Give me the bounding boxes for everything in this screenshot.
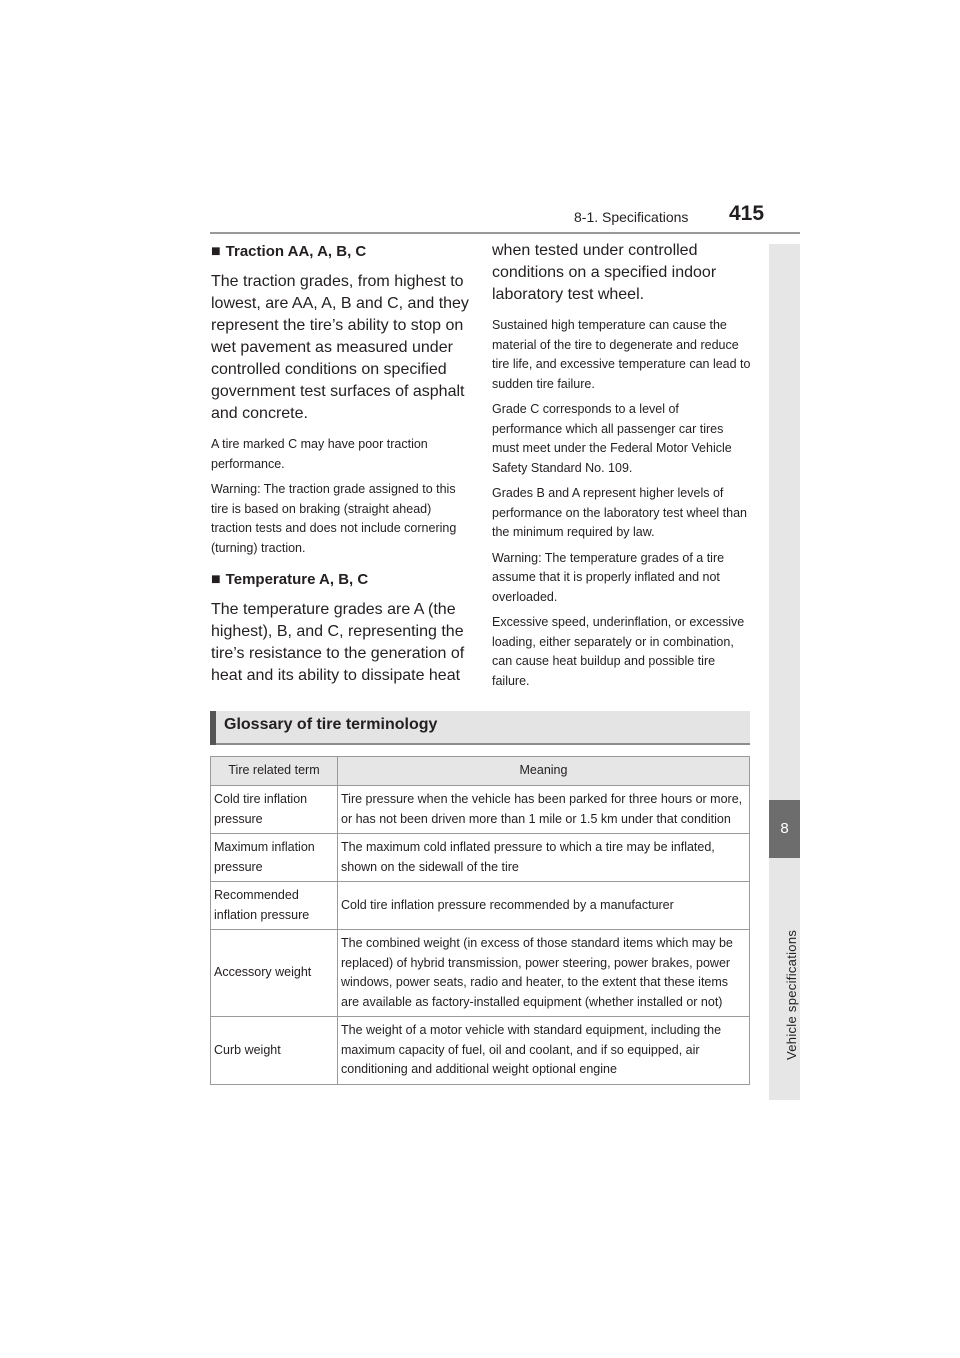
- column-header-term: Tire related term: [211, 757, 338, 786]
- meaning-cell: Tire pressure when the vehicle has been parked for three hours or more, or has not been driven more than 1 mile or 1.5 km under that condition: [338, 786, 750, 834]
- section-title: 8-1. Specifications: [574, 209, 689, 225]
- traction-warning: Warning: The traction grade assigned to this tire is based on braking (straight ahead) traction tests and does not include cornering (turning) traction.: [211, 482, 457, 555]
- term-cell: Accessory weight: [211, 930, 338, 1017]
- chapter-number-badge: 8: [769, 800, 800, 858]
- traction-heading: ■ Traction AA, A, B, C: [211, 243, 367, 260]
- temperature-paragraph-1: Sustained high temperature can cause the material of the tire to degenerate and reduce tire life, and excessive temperature can lead to sudden tire failure.: [492, 318, 751, 391]
- table-header-row: [211, 757, 750, 786]
- chapter-label: Vehicle specifications: [784, 929, 799, 1060]
- meaning-cell: The combined weight (in excess of those standard items which may be replaced) of hybrid transmission, power steering, power brakes, power windows, power seats, radio and heater, to the extent that these items are available as factory-installed equipment (whether installed or not): [338, 930, 750, 1017]
- glossary-table: [210, 756, 750, 1085]
- temperature-paragraph-3: Grades B and A represent higher levels of performance on the laboratory test wheel than the minimum required by law.: [492, 486, 748, 539]
- table-row: [211, 834, 750, 882]
- temperature-body: The temperature grades are A (the highest), B, and C, representing the tire’s resistance to the generation of heat and its ability to dissipate heat: [211, 601, 465, 684]
- header-rule: [210, 232, 800, 234]
- glossary-title: Glossary of tire terminology: [224, 716, 438, 733]
- table-row: [211, 1017, 750, 1085]
- glossary-heading-bar: [210, 711, 750, 745]
- temperature-paragraph-5: Excessive speed, underinflation, or excessive loading, either separately or in combination, can cause heat buildup and possible tire failure.: [492, 615, 745, 688]
- traction-note: A tire marked C may have poor traction performance.: [211, 437, 428, 471]
- meaning-cell: The weight of a motor vehicle with standard equipment, including the maximum capacity of fuel, oil and coolant, and if so equipped, air conditioning and additional weight optional engine: [338, 1017, 750, 1085]
- square-bullet-icon: ■: [211, 243, 221, 260]
- term-cell: Cold tire inflation pressure: [211, 786, 338, 834]
- table-row: [211, 882, 750, 930]
- temperature-paragraph-2: Grade C corresponds to a level of performance which all passenger car tires must meet under the Federal Motor Vehicle Safety Standard No. 109.: [492, 402, 732, 475]
- temperature-heading: ■ Temperature A, B, C: [211, 571, 369, 588]
- term-cell: Recommended inflation pressure: [211, 882, 338, 930]
- page-number: 415: [729, 202, 765, 225]
- term-cell: Curb weight: [211, 1017, 338, 1085]
- table-row: [211, 930, 750, 1017]
- traction-body: The traction grades, from highest to lowest, are AA, A, B and C, and they represent the tire’s ability to stop on wet pavement as measured under controlled conditions on specified government test surfaces of asphalt and concrete.: [211, 273, 469, 422]
- right-column: [492, 240, 752, 697]
- table-row: [211, 786, 750, 834]
- square-bullet-icon: ■: [211, 571, 221, 588]
- meaning-cell: Cold tire inflation pressure recommended by a manufacturer: [338, 882, 750, 930]
- meaning-cell: The maximum cold inflated pressure to which a tire may be inflated, shown on the sidewall of the tire: [338, 834, 750, 882]
- temperature-paragraph-4: Warning: The temperature grades of a tire assume that it is properly inflated and not overloaded.: [492, 550, 725, 604]
- term-cell: Maximum inflation pressure: [211, 834, 338, 882]
- temperature-continuation: when tested under controlled conditions on a specified indoor laboratory test wheel.: [492, 242, 717, 303]
- left-column: [211, 240, 473, 693]
- heading-accent: [210, 711, 216, 745]
- column-header-meaning: Meaning: [338, 757, 750, 786]
